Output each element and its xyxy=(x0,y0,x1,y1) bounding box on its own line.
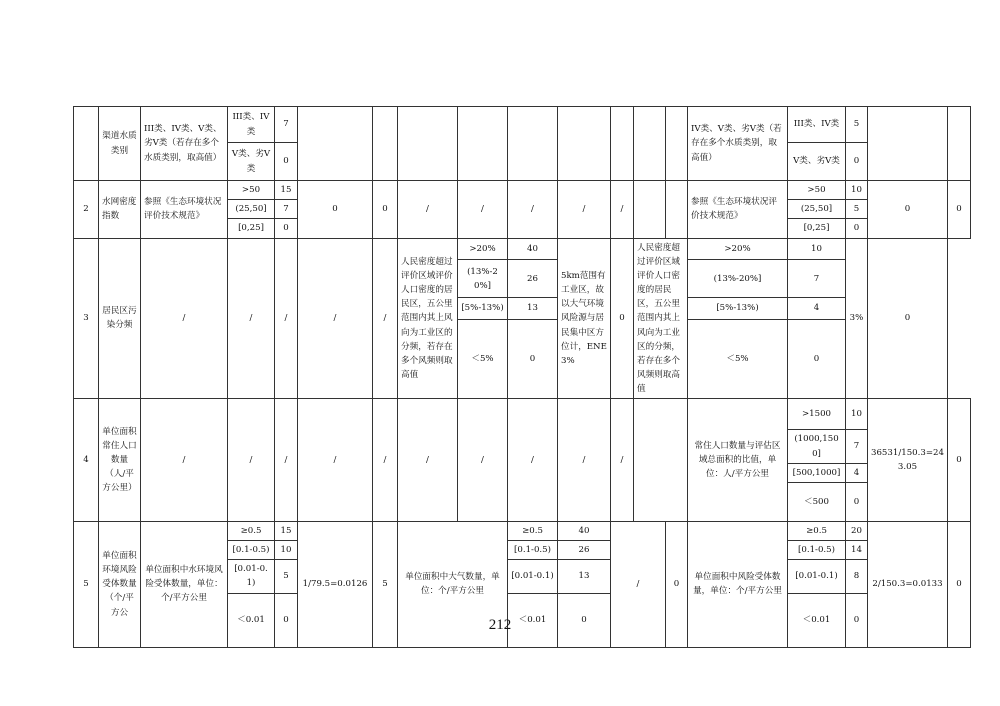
grade-range: [0.01-0.1) xyxy=(228,560,275,593)
grade-score: 7 xyxy=(788,260,846,298)
criteria-desc: 人民密度超过评价区域评价人口密度的居民区，五公里范围内其上风向为工业区的分频，若存在多个风频则取高值 xyxy=(398,238,458,399)
grade-range: / xyxy=(458,399,508,522)
grade-score: 8 xyxy=(846,560,868,593)
grade-range: [5%-13%) xyxy=(458,298,508,320)
grade-score: 26 xyxy=(508,260,558,298)
grade-score: 5 xyxy=(275,560,298,593)
criteria-desc: / xyxy=(141,238,228,399)
grade-score: 40 xyxy=(508,238,558,260)
cell-score: 0 xyxy=(868,238,948,399)
criteria-desc: 常住人口数量与评估区域总面积的比值，单位：人/平方公里 xyxy=(688,399,788,522)
grade-score: 7 xyxy=(275,200,298,219)
grade-range: [0.1-0.5) xyxy=(228,541,275,560)
grade-range: (13%-20%] xyxy=(458,260,508,298)
criteria-desc: / xyxy=(398,399,458,522)
grade-range: ＜0.01 xyxy=(508,593,558,647)
cell-score xyxy=(948,107,971,181)
row-number: 4 xyxy=(74,399,99,522)
page-number: 212 xyxy=(488,617,512,633)
grade-score: 0 xyxy=(846,143,868,181)
grade-range: >50 xyxy=(788,181,846,200)
grade-score: 15 xyxy=(275,521,298,540)
grade-score: / xyxy=(275,399,298,522)
cell-value: 2/150.3=0.0133 xyxy=(868,521,948,647)
grade-range: ≥0.5 xyxy=(228,521,275,540)
grade-range: ＜0.01 xyxy=(788,593,846,647)
grade-score: 0 xyxy=(275,143,298,181)
cell-value: / xyxy=(298,399,373,522)
cell-value: 5km范围有工业区，故以大气环境风险源与居民集中区方位计，ENE3% xyxy=(558,238,611,399)
grade-score: 0 xyxy=(846,593,868,647)
cell-score: / xyxy=(373,399,398,522)
criteria-desc: III类、IV类、V类、劣V类（若存在多个水质类别，取高值） xyxy=(141,107,228,181)
grade-score: 10 xyxy=(846,181,868,200)
cell-value: 3% xyxy=(846,238,868,399)
empty-cell xyxy=(398,107,458,181)
indicator-name: 单位面积环境风险受体数量（个/平方公 xyxy=(99,521,141,647)
grade-range: ＜5% xyxy=(458,319,508,399)
cell-score: 0 xyxy=(948,181,971,239)
cell-score: / xyxy=(611,181,634,239)
grade-range: >20% xyxy=(688,238,788,260)
grade-score: 14 xyxy=(846,541,868,560)
grade-score: 0 xyxy=(275,219,298,238)
row-number xyxy=(74,107,99,181)
grade-range: (1000,1500] xyxy=(788,430,846,463)
grade-range: >20% xyxy=(458,238,508,260)
grade-range: [500,1000] xyxy=(788,463,846,482)
empty-cell xyxy=(458,107,508,181)
cell-value: 1/79.5=0.0126 xyxy=(298,521,373,647)
cell-score: 5 xyxy=(373,521,398,647)
cell-score xyxy=(373,107,398,181)
empty-cell xyxy=(666,181,688,239)
grade-range: [0.1-0.5) xyxy=(788,541,846,560)
grade-range: (25,50] xyxy=(228,200,275,219)
grade-range: [0,25] xyxy=(228,219,275,238)
row-number: 5 xyxy=(74,521,99,647)
grade-score: 13 xyxy=(508,298,558,320)
criteria-desc: 单位面积中风险受体数量，单位：个/平方公里 xyxy=(688,521,788,647)
cell-score: 0 xyxy=(666,521,688,647)
cell-value: / xyxy=(298,238,373,399)
cell-score: / xyxy=(373,238,398,399)
indicator-name: 居民区污染分频 xyxy=(99,238,141,399)
grade-range: [5%-13%) xyxy=(688,298,788,320)
cell-score: 0 xyxy=(948,521,971,647)
cell-value xyxy=(298,107,373,181)
grade-range: ＜0.01 xyxy=(228,593,275,647)
criteria-desc: / xyxy=(398,181,458,239)
cell-value: 36531/150.3=243.05 xyxy=(868,399,948,522)
grade-score: 26 xyxy=(558,541,611,560)
grade-range: / xyxy=(228,238,275,399)
criteria-desc: 参照《生态环境状况评价技术规范》 xyxy=(141,181,228,239)
empty-cell xyxy=(634,399,688,522)
criteria-desc: 单位面积中大气数量，单位：个/平方公里 xyxy=(398,521,508,647)
indicator-name: 水网密度指数 xyxy=(99,181,141,239)
grade-range: ≥0.5 xyxy=(788,521,846,540)
grade-score: 0 xyxy=(508,319,558,399)
grade-score: 15 xyxy=(275,181,298,200)
grade-range: [0.1-0.5) xyxy=(508,541,558,560)
grade-score: 7 xyxy=(846,430,868,463)
grade-range: / xyxy=(458,181,508,239)
grade-range: (25,50] xyxy=(788,200,846,219)
cell-score: 0 xyxy=(948,399,971,522)
grade-range: V类、劣V类 xyxy=(788,143,846,181)
cell-value xyxy=(868,107,948,181)
grade-score: / xyxy=(508,181,558,239)
grade-range: V类、劣V类 xyxy=(228,143,275,181)
cell-value: / xyxy=(558,181,611,239)
grade-score: / xyxy=(275,238,298,399)
grade-range: III类、IV类 xyxy=(788,107,846,143)
grade-range: III类、IV类 xyxy=(228,107,275,143)
grade-range: / xyxy=(228,399,275,522)
grade-range: ≥0.5 xyxy=(508,521,558,540)
grade-range: [0,25] xyxy=(788,219,846,238)
table-row xyxy=(74,399,971,430)
grade-score: 13 xyxy=(558,560,611,593)
table-row xyxy=(74,238,971,260)
criteria-desc: IV类、V类、劣V类（若存在多个水质类别，取高值） xyxy=(688,107,788,181)
indicator-name: 单位面积常住人口数量（人/平方公里） xyxy=(99,399,141,522)
grade-score: 0 xyxy=(846,219,868,238)
cell-value: 0 xyxy=(868,181,948,239)
criteria-desc: / xyxy=(141,399,228,522)
row-number: 2 xyxy=(74,181,99,239)
grade-score: 10 xyxy=(275,541,298,560)
risk-assessment-table xyxy=(73,106,971,648)
grade-score: 0 xyxy=(788,319,846,399)
grade-score: 0 xyxy=(846,482,868,521)
grade-range: (13%-20%] xyxy=(688,260,788,298)
empty-cell xyxy=(558,107,611,181)
table-row xyxy=(74,521,971,540)
criteria-desc: 人民密度超过评价区域评价人口密度的居民区，五公里范围内其上风向为工业区的分频，若存在多个风频则取高值 xyxy=(634,238,688,399)
grade-score: 4 xyxy=(846,463,868,482)
indicator-name: 渠道水质类别 xyxy=(99,107,141,181)
grade-score: 10 xyxy=(788,238,846,260)
table-row xyxy=(74,107,971,143)
empty-cell xyxy=(508,107,558,181)
grade-score: / xyxy=(508,399,558,522)
row-number: 3 xyxy=(74,238,99,399)
grade-range: >1500 xyxy=(788,399,846,430)
table-row xyxy=(74,181,971,200)
grade-score: 40 xyxy=(558,521,611,540)
grade-score: 4 xyxy=(788,298,846,320)
criteria-desc: 单位面积中水环境风险受体数量，单位：个/平方公里 xyxy=(141,521,228,647)
grade-score: 10 xyxy=(846,399,868,430)
cell-score: 0 xyxy=(373,181,398,239)
empty-cell xyxy=(666,107,688,181)
cell-value: 0 xyxy=(298,181,373,239)
grade-score: 0 xyxy=(275,593,298,647)
grade-score: 5 xyxy=(846,107,868,143)
grade-score: 5 xyxy=(846,200,868,219)
cell-score: / xyxy=(611,399,634,522)
empty-cell xyxy=(611,107,634,181)
empty-cell xyxy=(634,181,666,239)
cell-score: 0 xyxy=(611,238,634,399)
grade-range: [0.01-0.1) xyxy=(788,560,846,593)
empty-cell xyxy=(634,107,666,181)
criteria-desc: 参照《生态环境状况评价技术规范》 xyxy=(688,181,788,239)
grade-range: ＜5% xyxy=(688,319,788,399)
grade-range: ＜500 xyxy=(788,482,846,521)
grade-score: 0 xyxy=(558,593,611,647)
grade-range: >50 xyxy=(228,181,275,200)
grade-score: 7 xyxy=(275,107,298,143)
cell-value: / xyxy=(558,399,611,522)
grade-range: [0.01-0.1) xyxy=(508,560,558,593)
grade-score: 20 xyxy=(846,521,868,540)
cell-value: / xyxy=(611,521,666,647)
